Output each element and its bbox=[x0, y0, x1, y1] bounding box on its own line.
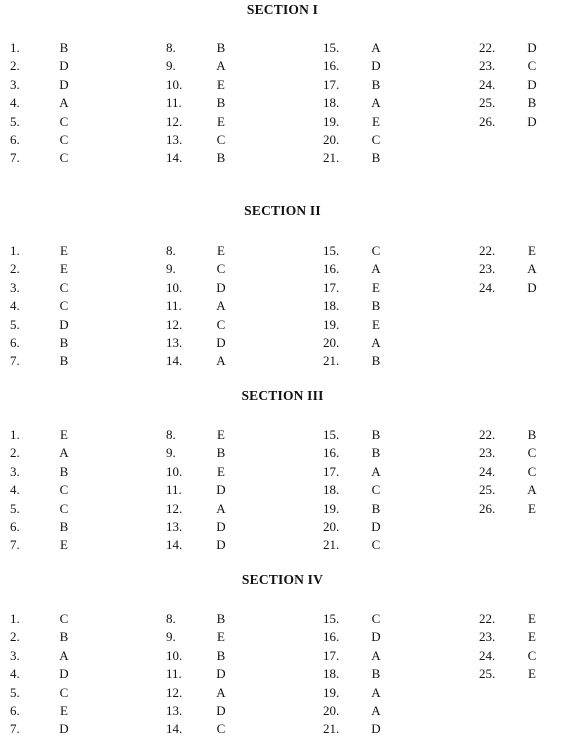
question-number: 14. bbox=[166, 721, 183, 737]
answer-letter: E bbox=[60, 537, 68, 553]
answer-letter: B bbox=[371, 427, 381, 442]
question-number: 3. bbox=[10, 279, 20, 295]
question-number: 10. bbox=[166, 279, 183, 295]
question-number: 8. bbox=[166, 40, 176, 55]
answer-letter: E bbox=[60, 261, 68, 277]
question-number: 17. bbox=[323, 76, 340, 92]
answer-letter: E bbox=[528, 500, 536, 516]
answer-letter: B bbox=[216, 95, 226, 111]
answer-letter: B bbox=[216, 445, 226, 461]
question-number: 12. bbox=[166, 316, 183, 332]
answer-letter: D bbox=[371, 721, 381, 737]
question-number: 22. bbox=[479, 40, 496, 55]
question-number: 7. bbox=[10, 150, 20, 166]
question-number: 6. bbox=[10, 703, 20, 718]
answer-letter: A bbox=[59, 647, 69, 663]
question-number: 7. bbox=[10, 537, 20, 553]
question-number: 22. bbox=[479, 243, 496, 258]
question-number: 9. bbox=[166, 261, 176, 277]
question-number: 21. bbox=[323, 353, 340, 369]
answer-letter: C bbox=[527, 647, 537, 663]
question-number: 26. bbox=[479, 500, 496, 516]
question-number: 20. bbox=[323, 335, 340, 350]
question-number: 18. bbox=[323, 482, 340, 498]
question-number: 1. bbox=[10, 243, 20, 258]
answer-letter: B bbox=[59, 463, 69, 479]
answer-letter: B bbox=[371, 353, 381, 369]
question-number: 10. bbox=[166, 76, 183, 92]
answer-letter: D bbox=[371, 519, 381, 534]
question-number: 24. bbox=[479, 279, 496, 295]
question-number: 19. bbox=[323, 684, 340, 700]
question-number: 3. bbox=[10, 76, 20, 92]
answer-letter: A bbox=[371, 647, 381, 663]
question-number: 11. bbox=[166, 666, 182, 682]
answer-letter: C bbox=[527, 58, 537, 74]
answer-letter: E bbox=[60, 703, 68, 718]
question-number: 9. bbox=[166, 445, 176, 461]
answer-letter: C bbox=[216, 132, 226, 147]
answer-letter: C bbox=[527, 445, 537, 461]
answer-letter: A bbox=[371, 335, 381, 350]
answer-letter: B bbox=[59, 353, 69, 369]
answer-letter: C bbox=[59, 132, 69, 147]
question-number: 18. bbox=[323, 666, 340, 682]
section-title: SECTION I bbox=[246, 2, 319, 17]
section-title: SECTION III bbox=[241, 388, 324, 403]
question-number: 23. bbox=[479, 261, 496, 277]
answer-letter: A bbox=[527, 261, 537, 277]
question-number: 23. bbox=[479, 58, 496, 74]
question-number: 13. bbox=[166, 335, 183, 350]
answer-letter: D bbox=[216, 519, 226, 534]
question-number: 4. bbox=[10, 298, 20, 314]
answer-letter: A bbox=[59, 445, 69, 461]
question-number: 18. bbox=[323, 95, 340, 111]
answer-letter: E bbox=[372, 316, 380, 332]
answer-letter: E bbox=[217, 76, 225, 92]
question-number: 17. bbox=[323, 279, 340, 295]
question-number: 18. bbox=[323, 298, 340, 314]
question-number: 14. bbox=[166, 537, 183, 553]
answer-letter: A bbox=[371, 95, 381, 111]
answer-letter: B bbox=[59, 629, 69, 645]
answer-letter: E bbox=[60, 243, 68, 258]
question-number: 21. bbox=[323, 150, 340, 166]
answer-letter: A bbox=[371, 703, 381, 718]
question-number: 8. bbox=[166, 427, 176, 442]
question-number: 15. bbox=[323, 40, 340, 55]
question-number: 9. bbox=[166, 58, 176, 74]
answer-letter: D bbox=[216, 482, 226, 498]
answer-letter: C bbox=[371, 537, 381, 553]
answer-letter: D bbox=[216, 666, 226, 682]
answer-letter: A bbox=[527, 482, 537, 498]
answer-letter: D bbox=[216, 703, 226, 718]
answer-letter: E bbox=[528, 243, 536, 258]
answer-letter: C bbox=[216, 316, 226, 332]
question-number: 17. bbox=[323, 463, 340, 479]
answer-letter: A bbox=[371, 463, 381, 479]
answer-letter: E bbox=[528, 666, 536, 682]
answer-letter: E bbox=[528, 611, 536, 626]
answer-letter: E bbox=[217, 243, 225, 258]
answer-letter: D bbox=[59, 76, 69, 92]
answer-letter: C bbox=[216, 721, 226, 737]
answer-letter: B bbox=[59, 335, 69, 350]
question-number: 6. bbox=[10, 519, 20, 534]
answer-letter: D bbox=[216, 279, 226, 295]
answer-letter: D bbox=[371, 629, 381, 645]
answer-letter: E bbox=[217, 463, 225, 479]
answer-letter: D bbox=[59, 721, 69, 737]
question-number: 23. bbox=[479, 629, 496, 645]
answer-letter: C bbox=[59, 684, 69, 700]
question-number: 5. bbox=[10, 684, 20, 700]
answer-letter: A bbox=[216, 298, 226, 314]
question-number: 14. bbox=[166, 353, 183, 369]
answer-letter: E bbox=[217, 113, 225, 129]
answer-letter: B bbox=[216, 40, 226, 55]
answer-letter: B bbox=[371, 298, 381, 314]
question-number: 23. bbox=[479, 445, 496, 461]
question-number: 24. bbox=[479, 647, 496, 663]
question-number: 15. bbox=[323, 427, 340, 442]
answer-letter: D bbox=[527, 76, 537, 92]
answer-letter: C bbox=[59, 611, 69, 626]
question-number: 2. bbox=[10, 58, 20, 74]
answer-letter: C bbox=[59, 113, 69, 129]
answer-letter: B bbox=[371, 666, 381, 682]
answer-letter: C bbox=[527, 463, 537, 479]
question-number: 6. bbox=[10, 132, 20, 147]
question-number: 4. bbox=[10, 95, 20, 111]
answer-letter: E bbox=[217, 427, 225, 442]
question-number: 16. bbox=[323, 629, 340, 645]
answer-letter: D bbox=[59, 316, 69, 332]
answer-letter: B bbox=[59, 40, 69, 55]
answer-letter: D bbox=[59, 58, 69, 74]
answer-letter: C bbox=[59, 500, 69, 516]
question-number: 12. bbox=[166, 113, 183, 129]
question-number: 17. bbox=[323, 647, 340, 663]
question-number: 13. bbox=[166, 132, 183, 147]
answer-letter: C bbox=[371, 611, 381, 626]
question-number: 11. bbox=[166, 298, 182, 314]
answer-letter: C bbox=[59, 279, 69, 295]
answer-letter: E bbox=[528, 629, 536, 645]
question-number: 13. bbox=[166, 703, 183, 718]
answer-letter: A bbox=[216, 58, 226, 74]
question-number: 10. bbox=[166, 463, 183, 479]
answer-letter: C bbox=[371, 132, 381, 147]
question-number: 9. bbox=[166, 629, 176, 645]
question-number: 12. bbox=[166, 500, 183, 516]
question-number: 3. bbox=[10, 463, 20, 479]
answer-letter: D bbox=[527, 113, 537, 129]
question-number: 24. bbox=[479, 76, 496, 92]
answer-letter: B bbox=[216, 150, 226, 166]
answer-letter: A bbox=[371, 40, 381, 55]
question-number: 3. bbox=[10, 647, 20, 663]
question-number: 1. bbox=[10, 611, 20, 626]
answer-letter: A bbox=[59, 95, 69, 111]
question-number: 7. bbox=[10, 353, 20, 369]
question-number: 11. bbox=[166, 482, 182, 498]
question-number: 20. bbox=[323, 132, 340, 147]
question-number: 25. bbox=[479, 482, 496, 498]
answer-letter: E bbox=[372, 279, 380, 295]
answer-letter: B bbox=[216, 647, 226, 663]
question-number: 22. bbox=[479, 611, 496, 626]
question-number: 15. bbox=[323, 611, 340, 626]
answer-letter: D bbox=[527, 279, 537, 295]
question-number: 25. bbox=[479, 95, 496, 111]
question-number: 10. bbox=[166, 647, 183, 663]
question-number: 16. bbox=[323, 261, 340, 277]
question-number: 15. bbox=[323, 243, 340, 258]
question-number: 22. bbox=[479, 427, 496, 442]
answer-letter: E bbox=[60, 427, 68, 442]
answer-letter: A bbox=[216, 500, 226, 516]
answer-letter: B bbox=[527, 427, 537, 442]
answer-letter: C bbox=[59, 150, 69, 166]
answer-letter: C bbox=[59, 298, 69, 314]
question-number: 14. bbox=[166, 150, 183, 166]
answer-letter: B bbox=[371, 500, 381, 516]
answer-letter: E bbox=[217, 629, 225, 645]
question-number: 21. bbox=[323, 537, 340, 553]
answer-letter: D bbox=[527, 40, 537, 55]
answer-letter: D bbox=[371, 58, 381, 74]
answer-letter: C bbox=[371, 482, 381, 498]
section-title: SECTION IV bbox=[241, 572, 324, 587]
question-number: 6. bbox=[10, 335, 20, 350]
question-number: 19. bbox=[323, 113, 340, 129]
question-number: 24. bbox=[479, 463, 496, 479]
answer-letter: B bbox=[527, 95, 537, 111]
question-number: 16. bbox=[323, 445, 340, 461]
question-number: 20. bbox=[323, 703, 340, 718]
question-number: 19. bbox=[323, 316, 340, 332]
answer-letter: E bbox=[372, 113, 380, 129]
question-number: 13. bbox=[166, 519, 183, 534]
question-number: 8. bbox=[166, 611, 176, 626]
answer-letter: D bbox=[59, 666, 69, 682]
question-number: 5. bbox=[10, 500, 20, 516]
answer-letter: C bbox=[371, 243, 381, 258]
question-number: 8. bbox=[166, 243, 176, 258]
answer-letter: B bbox=[371, 150, 381, 166]
section-title: SECTION II bbox=[244, 203, 321, 218]
answer-letter: A bbox=[216, 353, 226, 369]
answer-letter: B bbox=[59, 519, 69, 534]
question-number: 2. bbox=[10, 261, 20, 277]
question-number: 7. bbox=[10, 721, 20, 737]
question-number: 12. bbox=[166, 684, 183, 700]
answer-letter: D bbox=[216, 335, 226, 350]
answer-letter: C bbox=[216, 261, 226, 277]
answer-letter: A bbox=[216, 684, 226, 700]
question-number: 5. bbox=[10, 113, 20, 129]
answer-letter: B bbox=[216, 611, 226, 626]
question-number: 19. bbox=[323, 500, 340, 516]
question-number: 2. bbox=[10, 445, 20, 461]
question-number: 21. bbox=[323, 721, 340, 737]
question-number: 1. bbox=[10, 40, 20, 55]
question-number: 4. bbox=[10, 666, 20, 682]
question-number: 2. bbox=[10, 629, 20, 645]
question-number: 1. bbox=[10, 427, 20, 442]
question-number: 11. bbox=[166, 95, 182, 111]
question-number: 5. bbox=[10, 316, 20, 332]
answer-letter: D bbox=[216, 537, 226, 553]
answer-letter: B bbox=[371, 445, 381, 461]
question-number: 4. bbox=[10, 482, 20, 498]
answer-letter: C bbox=[59, 482, 69, 498]
question-number: 16. bbox=[323, 58, 340, 74]
question-number: 26. bbox=[479, 113, 496, 129]
answer-letter: A bbox=[371, 684, 381, 700]
question-number: 25. bbox=[479, 666, 496, 682]
question-number: 20. bbox=[323, 519, 340, 534]
answer-letter: B bbox=[371, 76, 381, 92]
answer-letter: A bbox=[371, 261, 381, 277]
